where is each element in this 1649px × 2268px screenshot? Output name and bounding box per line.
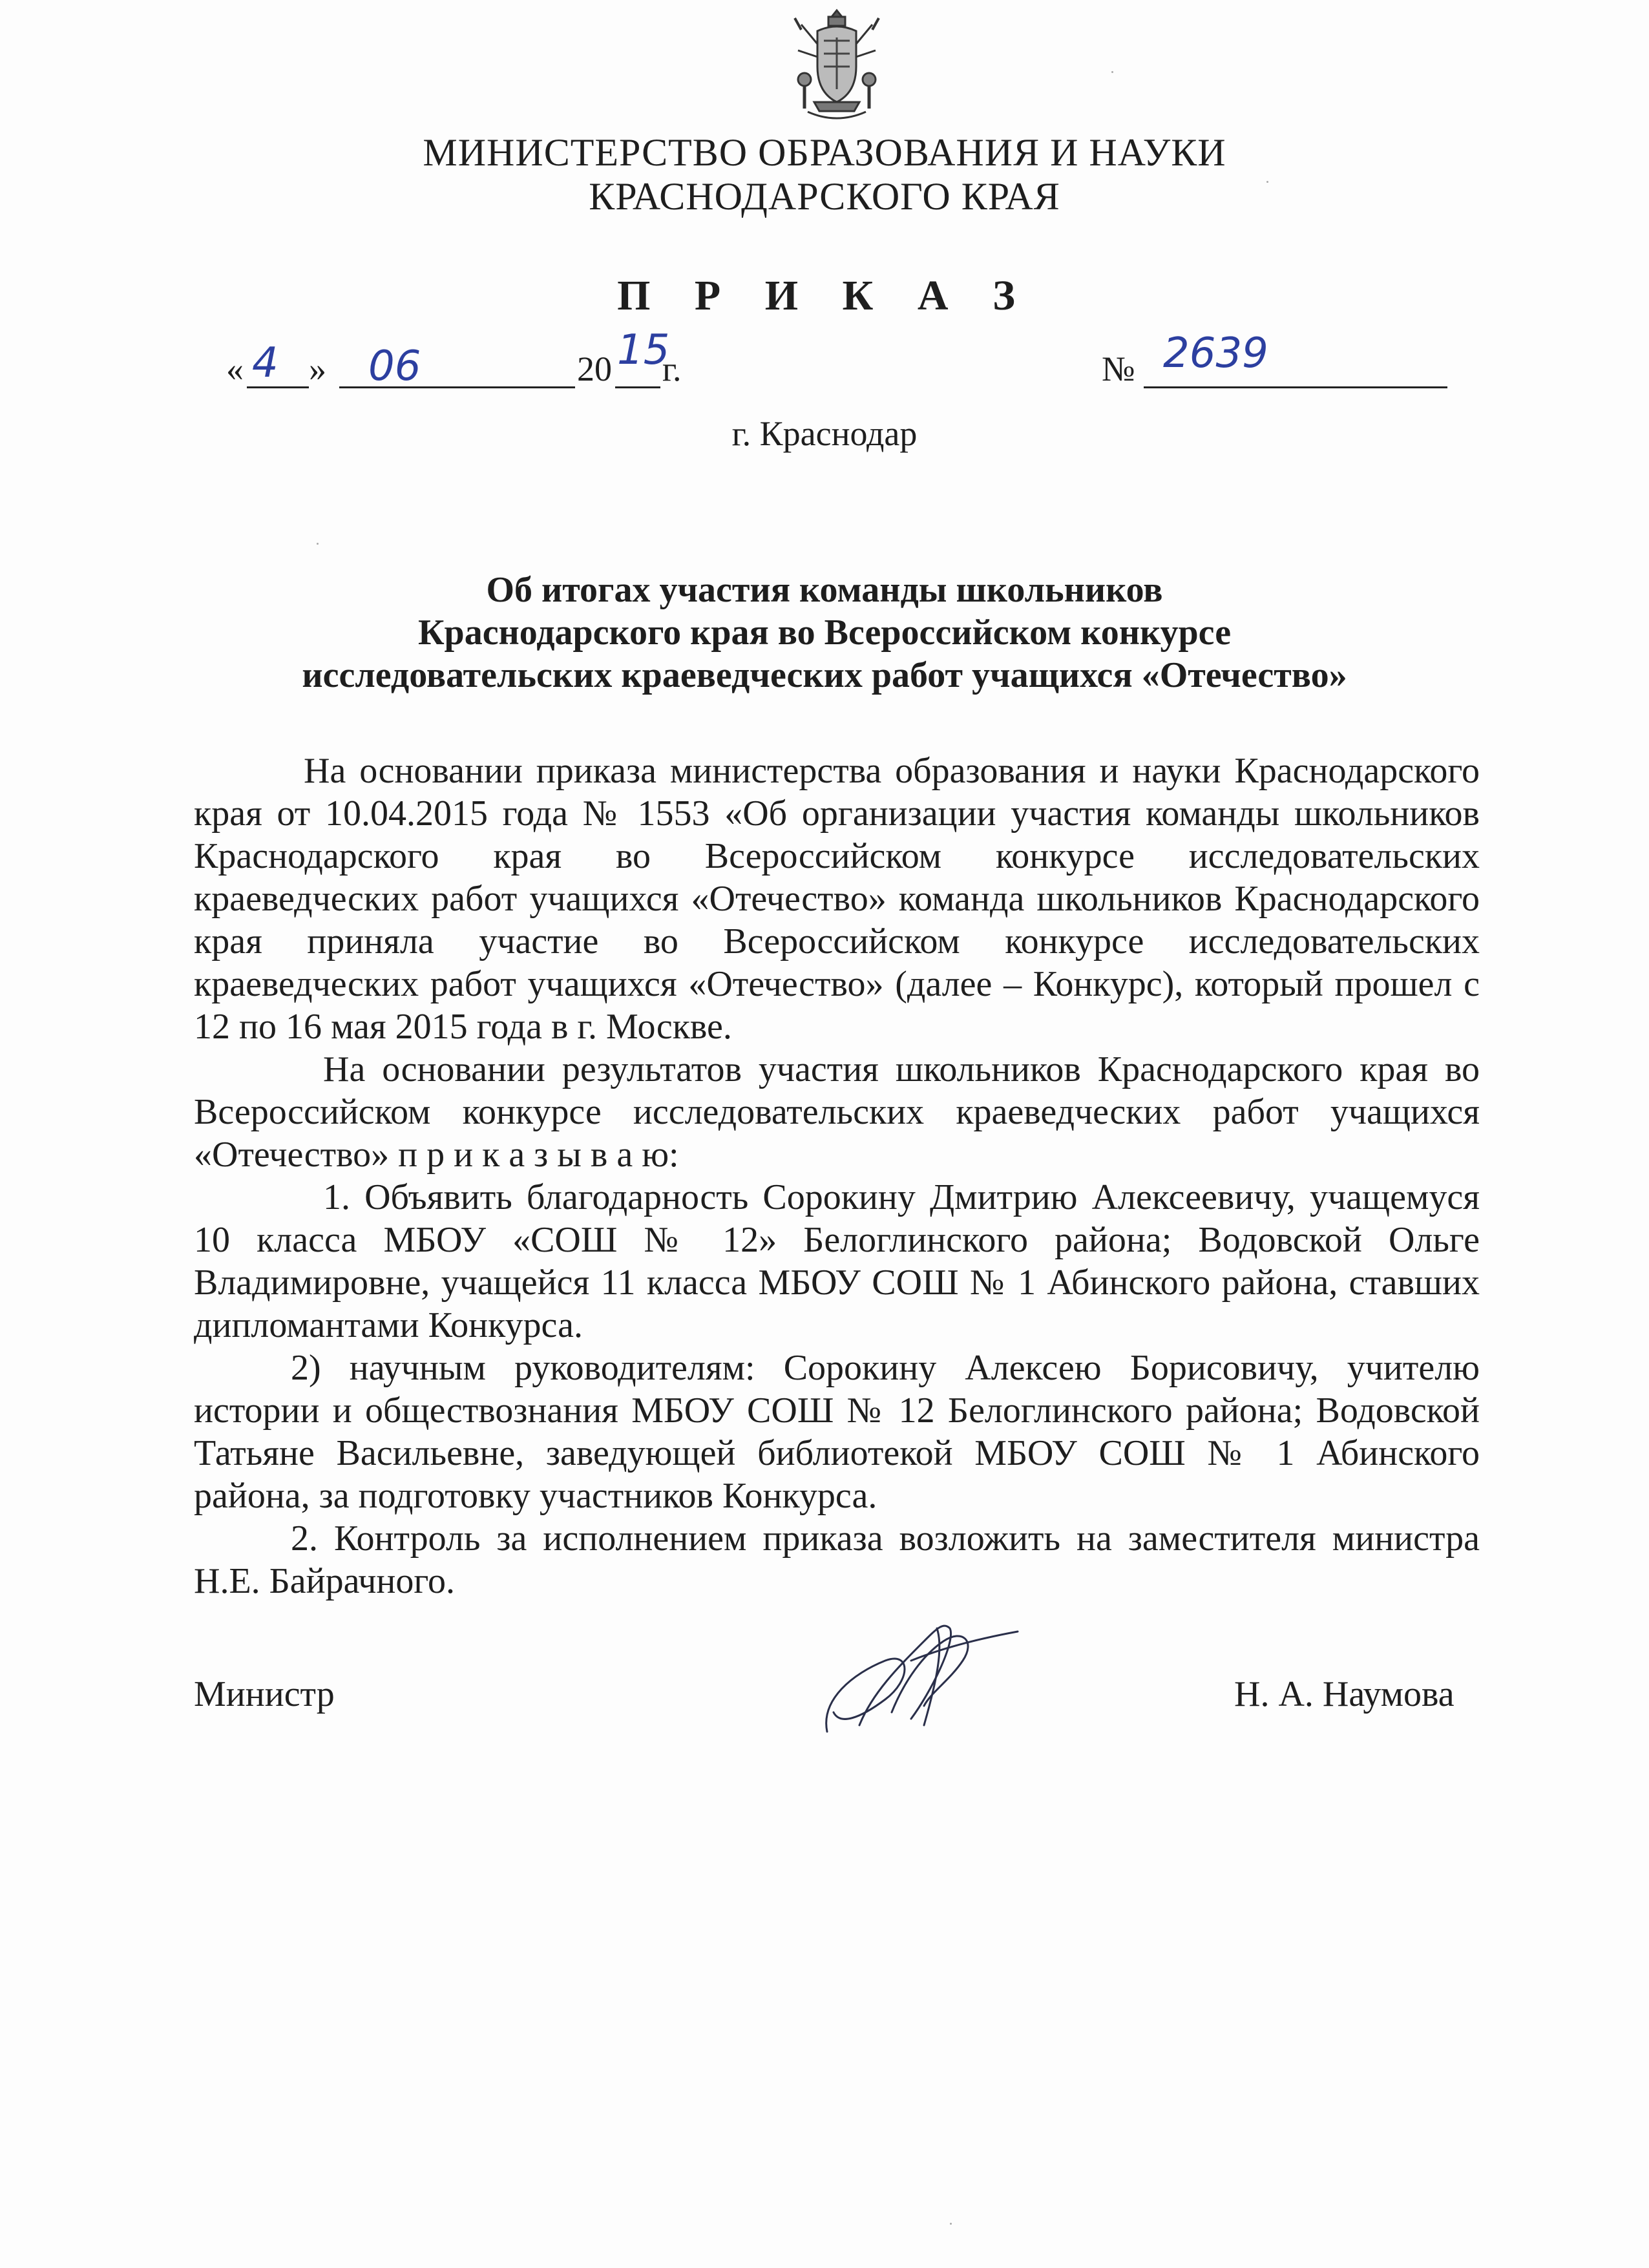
paragraph-results: На основании результатов участия школьников Краснодарского края во Всероссийском конкурсе исследовательских краеведческих работ учащихся «Отечество» п р и к а з ы в а ю: [194, 1049, 1480, 1175]
document-title-line2: Краснодарского края во Всероссийском конкурсе [417, 613, 1232, 653]
paragraph-item-control: 2. Контроль за исполнением приказа возложить на заместителя министра Н.Е. Байрачного. [194, 1518, 1480, 1601]
date-year-unit: г. [662, 350, 682, 388]
scan-speck [1266, 181, 1268, 183]
scan-speck [950, 2223, 952, 2225]
paragraph-basis: На основании приказа министерства образования и науки Краснодарского края от 10.04.2015 года № 1553 «Об организации участия команды школьников Краснодарского края во Всероссийском конкурсе исследовательских краеведческих работ учащихся «Отечество» команда школьников Краснодарского края приняла участие во Всероссийском конкурсе исследовательских краеведческих работ учащихся «Отечество» (далее – Конкурс), который прошел с 12 по 16 мая 2015 года в г. Москве. [194, 751, 1480, 1047]
document-title-line1: Об итогах участия команды школьников [486, 570, 1163, 610]
document-title-line3: исследовательских краеведческих работ учащихся «Отечество» [302, 655, 1347, 695]
paragraph-item-1: 1. Объявить благодарность Сорокину Дмитрию Алексеевичу, учащемуся 10 класса МБОУ «СОШ № 12» Белоглинского района; Водовской Ольге Владимировне, учащейся 11 класса МБОУ СОШ № 1 Абинского района, ставших дипломантами Конкурса. [194, 1177, 1480, 1345]
document-type-title: П Р И К А З [617, 272, 1032, 319]
coat-of-arms-icon [788, 5, 885, 128]
date-month: 06 [368, 342, 421, 390]
scan-speck [1111, 71, 1113, 73]
date-close-quote: » [309, 350, 326, 388]
number-sign: № [1102, 350, 1135, 388]
document-number: 2639 [1163, 330, 1268, 377]
ministry-name-line1: МИНИСТЕРСТВО ОБРАЗОВАНИЯ И НАУКИ [423, 131, 1226, 174]
document-number-underline [1144, 386, 1447, 388]
paragraph-item-2: 2) научным руководителям: Сорокину Алексею Борисовичу, учителю истории и обществознания МБОУ СОШ № 12 Белоглинского района; Водовской Татьяне Васильевне, заведующей библиотекой МБОУ СОШ № 1 Абинского района, за подготовку участников Конкурса. [194, 1348, 1480, 1516]
date-month-underline [339, 386, 575, 388]
date-open-quote: « [226, 350, 244, 388]
date-year-prefix: 20 [577, 350, 612, 388]
document-body [194, 750, 1480, 1602]
handwritten-signature [814, 1602, 1021, 1745]
ministry-name-line2: КРАСНОДАРСКОГО КРАЯ [589, 175, 1060, 218]
date-day-underline [247, 386, 309, 388]
signer-name: Н. А. Наумова [1234, 1674, 1455, 1714]
signer-position: Министр [194, 1674, 335, 1714]
date-year-underline [615, 386, 660, 388]
date-year-suffix: 15 [617, 326, 670, 374]
scan-speck [317, 543, 319, 545]
city: г. Краснодар [731, 414, 918, 453]
date-day: 4 [252, 339, 278, 387]
